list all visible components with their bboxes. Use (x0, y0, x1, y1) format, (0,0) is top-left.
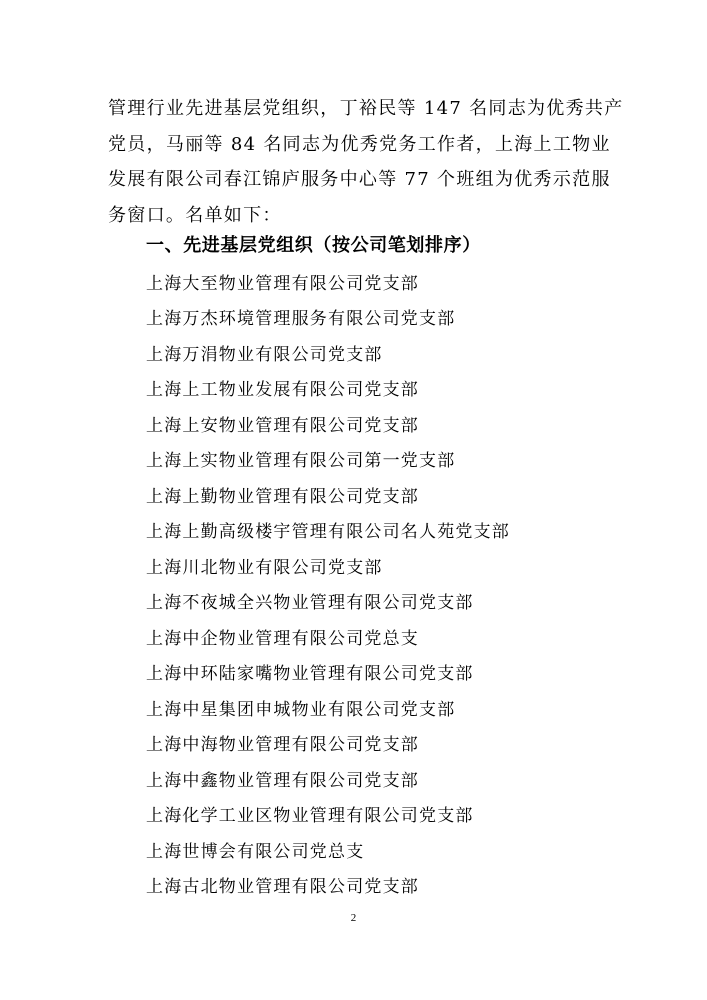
organization-item: 上海中企物业管理有限公司党总支 (146, 628, 419, 649)
organization-item: 上海上勤高级楼宇管理有限公司名人苑党支部 (146, 522, 510, 542)
organization-item: 上海中鑫物业管理有限公司党支部 (146, 770, 419, 791)
organization-item: 上海中海物业管理有限公司党支部 (146, 735, 419, 755)
organization-item: 上海古北物业管理有限公司党支部 (146, 877, 419, 897)
organization-item: 上海化学工业区物业管理有限公司党支部 (146, 806, 474, 826)
organization-item: 上海中环陆家嘴物业管理有限公司党支部 (146, 664, 474, 684)
intro-line: 务窗口。名单如下： (108, 204, 282, 226)
organization-item: 上海上安物业管理有限公司党支部 (146, 415, 419, 436)
organization-item: 上海川北物业有限公司党支部 (146, 557, 383, 578)
section-heading: 一、先进基层党组织（按公司笔划排序） (146, 235, 481, 256)
intro-line: 党员，马丽等 84 名同志为优秀党务工作者，上海上工物业 (108, 133, 611, 155)
organization-item: 上海上实物业管理有限公司第一党支部 (146, 451, 456, 471)
organization-item: 上海大至物业管理有限公司党支部 (146, 273, 419, 294)
page-number: 2 (350, 912, 357, 924)
organization-item: 上海世博会有限公司党总支 (146, 841, 365, 862)
organization-item: 上海万涓物业有限公司党支部 (146, 344, 383, 365)
organization-item: 上海万杰环境管理服务有限公司党支部 (146, 309, 456, 329)
intro-line: 管理行业先进基层党组织，丁裕民等 147 名同志为优秀共产 (108, 98, 624, 119)
intro-paragraph (108, 91, 624, 233)
organization-item: 上海上勤物业管理有限公司党支部 (146, 486, 419, 507)
organization-item: 上海不夜城全兴物业管理有限公司党支部 (146, 593, 474, 613)
intro-line: 发展有限公司春江锦庐服务中心等 77 个班组为优秀示范服 (108, 169, 611, 190)
organization-item: 上海中星集团申城物业有限公司党支部 (146, 699, 456, 720)
organization-item: 上海上工物业发展有限公司党支部 (146, 380, 419, 400)
organization-list (146, 267, 510, 906)
